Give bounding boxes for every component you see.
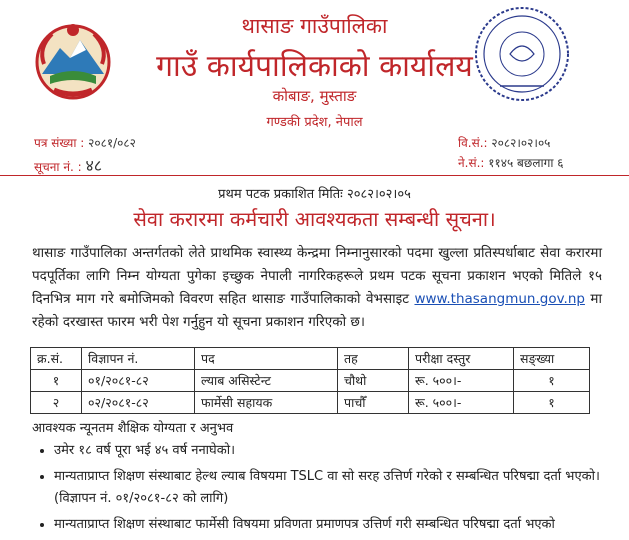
table-cell: चौथो	[338, 370, 409, 392]
table-cell: ल्याब असिस्टेन्ट	[195, 370, 338, 392]
date-ns-value: ११४५ बछलागा ६	[488, 156, 564, 170]
table-row	[31, 370, 590, 392]
published-date: प्रथम पटक प्रकाशित मितिः २०८२।०२।०५	[218, 187, 411, 202]
notice-number-value: ४८	[85, 156, 103, 175]
table-header-row	[31, 348, 590, 370]
col-header: परीक्षा दस्तुर	[409, 348, 514, 370]
notice-body-part2: मा रहेको दरखास्त फारम भरी पेश गर्नुहुन यो सूचना प्रकाशन गरिएको छ।	[32, 291, 602, 330]
date-bs-value: २०८२।०२।०५	[491, 136, 551, 150]
list-item: • मान्यताप्राप्त शिक्षण संस्थाबाट हेल्थ ल्याब विषयमा TSLC वा सो सरह उत्तिर्ण गरेको र सम्बन्धित परिषद्मा दर्ता भएको। (विज्ञापन नं. ०१/२०८१-८२ को लागि)	[54, 466, 624, 510]
province-country: गण्डकी प्रदेश, नेपाल	[266, 115, 363, 130]
office-name: गाउँ कार्यपालिकाको कार्यालय	[156, 49, 473, 84]
date-bs	[458, 134, 550, 151]
col-header: क्र.सं.	[31, 348, 82, 370]
col-header: विज्ञापन नं.	[82, 348, 195, 370]
table-cell: फार्मेसी सहायक	[195, 392, 338, 414]
list-item: • उमेर १८ वर्ष पूरा भई ४५ वर्ष ननाघेको।	[54, 440, 624, 462]
table-cell: रू. ५००।-	[409, 370, 514, 392]
requirements-list	[32, 440, 624, 540]
table-cell: १	[514, 370, 590, 392]
col-header: पद	[195, 348, 338, 370]
letter-number-value: २०८१/०८२	[88, 136, 136, 150]
table-cell: १	[514, 392, 590, 414]
date-bs-label: वि.सं.:	[458, 136, 488, 150]
notice-number	[34, 154, 102, 176]
table-cell: पाचौँ	[338, 392, 409, 414]
header-divider	[0, 175, 629, 176]
requirements-title: आवश्यक न्यूनतम शैक्षिक योग्यता र अनुभव	[32, 421, 234, 436]
notice-number-label: सूचना नं. :	[34, 160, 82, 174]
table-row	[31, 392, 590, 414]
letter-number	[34, 134, 136, 151]
letter-number-label: पत्र संख्या :	[34, 136, 85, 150]
col-header: तह	[338, 348, 409, 370]
notice-body	[32, 242, 602, 334]
org-name: थासाङ गाउँपालिका	[241, 14, 388, 38]
table-cell: २	[31, 392, 82, 414]
col-header: सङ्ख्या	[514, 348, 590, 370]
table-cell: ०२/२०८१-८२	[82, 392, 195, 414]
table-cell: ०१/२०८१-८२	[82, 370, 195, 392]
table-cell: रू. ५००।-	[409, 392, 514, 414]
table-cell: १	[31, 370, 82, 392]
notice-heading: सेवा करारमा कर्मचारी आवश्यकता सम्बन्धी सूचना।	[133, 207, 496, 231]
office-location: कोबाङ, मुस्ताङ	[272, 87, 357, 105]
notice-body-part1: थासाङ गाउँपालिका अन्तर्गतको लेते प्राथमिक स्वास्थ्य केन्द्रमा निम्नानुसारको पदमा खुल्ला प्रतिस्पर्धाबाट सेवा करारमा पदपूर्तिका लागि निम्न योग्यता पुगेका इच्छुक नेपाली नागरिकहरूले प्रथम पटक सूचना प्रकाशन भएको मितिले १५ दिनभित्र माग गरे बमोजिमको विवरण सहित थासाङ गाउँपालिकाको वेभसाइट	[32, 245, 602, 307]
date-ns-label: ने.सं.:	[458, 156, 485, 170]
date-ns	[458, 154, 563, 171]
vacancy-table	[30, 347, 590, 414]
list-item: • मान्यताप्राप्त शिक्षण संस्थाबाट फार्मेसी विषयमा प्रविणता प्रमाणपत्र उत्तिर्ण गरी सम्बन्धित परिषद्मा दर्ता भएको	[54, 514, 624, 536]
website-link[interactable]: www.thasangmun.gov.np	[414, 291, 585, 307]
